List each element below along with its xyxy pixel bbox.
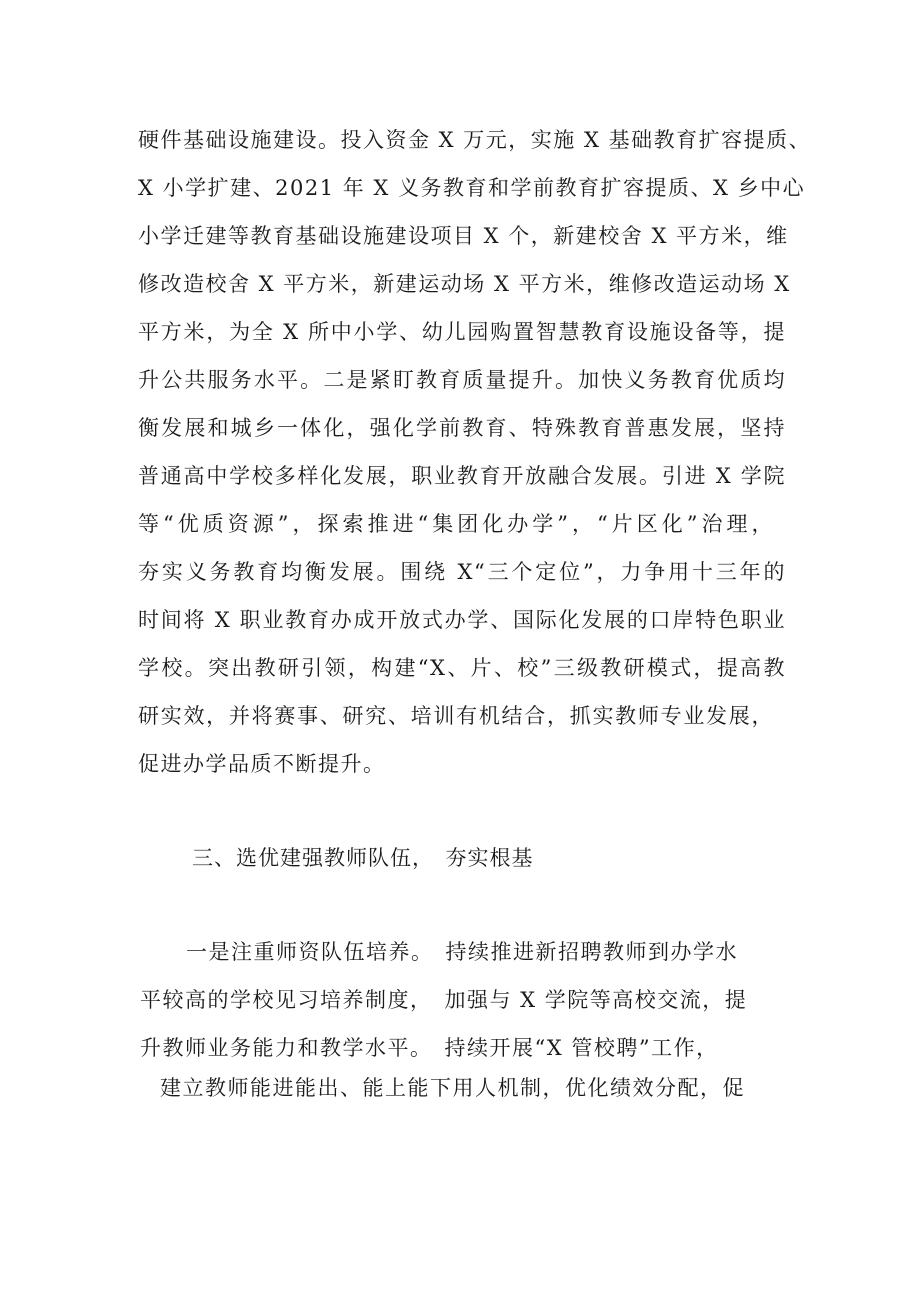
section-heading: 三、选优建强教师队伍， 夯实根基 — [192, 846, 534, 870]
body-line-4: 修改造校舍 X 平方米，新建运动场 X 平方米，维修改造运动场 X — [138, 272, 791, 296]
body-line-2: X 小学扩建、2021 年 X 义务教育和学前教育扩容提质、X 乡中心 — [138, 176, 806, 200]
body-line-8: 普通高中学校多样化发展，职业教育开放融合发展。引进 X 学院 — [138, 464, 786, 488]
section-line-4: 建立教师能进能出、能上能下用人机制，优化绩效分配，促 — [160, 1076, 745, 1100]
body-line-12: 学校。突出教研引领，构建“X、片、校”三级教研模式，提高教 — [138, 656, 786, 680]
body-line-9: 等“优质资源”，探索推进“集团化办学”，“片区化”治理， — [138, 512, 774, 536]
body-line-6: 升公共服务水平。二是紧盯教育质量提升。加快义务教育优质均 — [138, 368, 786, 392]
section-line-1: 一是注重师资队伍培养。 持续推进新招聘教师到办学水 — [186, 940, 738, 964]
body-line-1: 硬件基础设施建设。投入资金 X 万元，实施 X 基础教育扩容提质、 — [138, 128, 812, 152]
body-line-11: 时间将 X 职业教育办成开放式办学、国际化发展的口岸特色职业 — [138, 608, 786, 632]
body-line-7: 衡发展和城乡一体化，强化学前教育、特殊教育普惠发展，坚持 — [138, 416, 786, 440]
body-line-3: 小学迁建等教育基础设施建设项目 X 个，新建校舍 X 平方米，维 — [138, 224, 789, 248]
section-line-3: 升教师业务能力和教学水平。 持续开展“X 管校聘”工作， — [140, 1036, 719, 1060]
body-line-13: 研实效，并将赛事、研究、培训有机结合，抓实教师专业发展， — [138, 704, 774, 728]
section-line-2: 平较高的学校见习培养制度， 加强与 X 学院等高校交流，提 — [140, 988, 748, 1012]
body-line-10: 夯实义务教育均衡发展。围绕 X“三个定位”，力争用十三年的 — [138, 560, 786, 584]
body-line-14: 促进办学品质不断提升。 — [138, 752, 386, 776]
body-line-5: 平方米，为全 X 所中小学、幼儿园购置智慧教育设施设备等，提 — [138, 320, 786, 344]
